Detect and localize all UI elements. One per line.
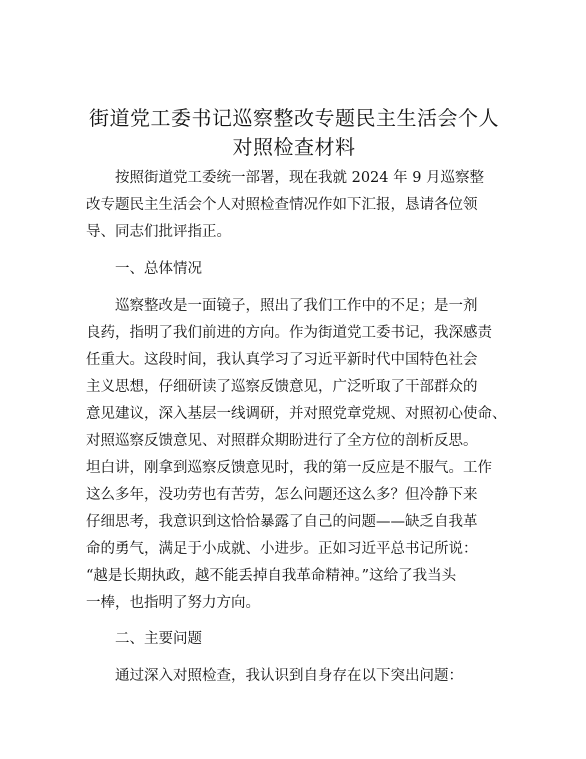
overall-paragraph: [86, 293, 507, 617]
body-line: 意见建议，深入基层一线调研，并对照党章党规、对照初心使命、: [86, 406, 507, 422]
body-line: 主义思想，仔细研读了巡察反馈意见，广泛听取了干部群众的: [86, 379, 478, 395]
body-line: 仔细思考，我意识到这恰恰暴露了自己的问题——缺乏自我革: [86, 514, 478, 530]
problems-paragraph: [86, 663, 502, 690]
intro-line: 按照街道党工委统一部署，现在我就 2024 年 9 月巡察整: [115, 170, 485, 186]
body-line: 良药，指明了我们前进的方向。作为街道党工委书记，我深感责: [86, 325, 492, 341]
document-body: [86, 165, 507, 690]
section-heading-overall: 一、总体情况: [115, 261, 202, 277]
document-title: [74, 104, 514, 162]
intro-line: 改专题民主生活会个人对照检查情况作如下汇报，恳请各位领: [86, 197, 478, 213]
body-line: 通过深入对照检查，我认识到自身存在以下突出问题：: [115, 668, 463, 684]
title-line-2: 对照检查材料: [232, 135, 356, 159]
body-line: 一棒，也指明了努力方向。: [86, 595, 260, 611]
intro-paragraph: [86, 165, 502, 246]
body-line: “越是长期执政，越不能丢掉自我革命精神。”这给了我当头: [86, 568, 457, 584]
section-heading-problems: 二、主要问题: [115, 631, 202, 647]
body-line: 巡察整改是一面镜子，照出了我们工作中的不足；是一剂: [115, 298, 478, 314]
body-line: 坦白讲，刚拿到巡察反馈意见时，我的第一反应是不服气。工作: [86, 460, 492, 476]
intro-line: 导、同志们批评指正。: [86, 224, 231, 240]
body-line: 这么多年，没功劳也有苦劳，怎么问题还这么多？但冷静下来: [86, 487, 478, 503]
title-line-1: 街道党工委书记巡察整改专题民主生活会个人: [89, 106, 499, 130]
body-line: 任重大。这段时间，我认真学习了习近平新时代中国特色社会: [86, 352, 478, 368]
body-line: 对照巡察反馈意见、对照群众期盼进行了全方位的剖析反思。: [86, 433, 478, 449]
body-line: 命的勇气，满足于小成就、小进步。正如习近平总书记所说：: [86, 541, 478, 557]
